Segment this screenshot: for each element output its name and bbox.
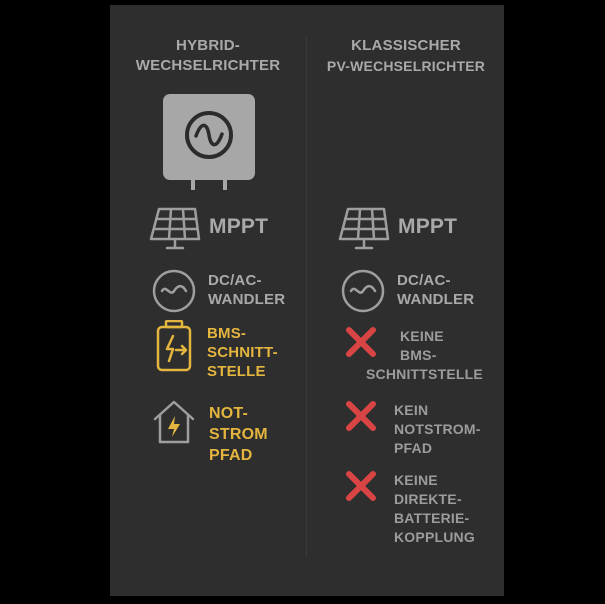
battery-charge-icon [154, 320, 194, 372]
dc-ac-row-classic [340, 268, 474, 314]
sine-wave-icon [151, 268, 197, 314]
dc-ac-label-classic: DC/AC- WANDLER [397, 272, 475, 308]
mppt-row [149, 207, 268, 251]
solar-panel-icon [338, 207, 390, 251]
inverter-icon [163, 94, 255, 190]
no-notstrom-label: KEIN NOTSTROM- PFAD [394, 402, 481, 456]
no-coupling-label: KEINE DIREKTE- BATTERIE- KOPPLUNG [394, 472, 475, 545]
mppt-row-classic [338, 207, 457, 251]
notstrom-row [151, 399, 268, 466]
dc-ac-row [151, 268, 285, 314]
classic-heading: KLASSISCHER PV-WECHSELRICHTER [326, 37, 486, 74]
dc-ac-label: DC/AC- WANDLER [208, 272, 286, 308]
cross-icon [344, 469, 378, 503]
solar-panel-icon [149, 207, 201, 251]
home-power-icon [151, 399, 197, 445]
column-divider [306, 37, 307, 557]
hybrid-heading: HYBRID- WECHSELRICHTER [135, 37, 281, 74]
sine-wave-icon [340, 268, 386, 314]
no-coupling-row [344, 469, 475, 547]
classic-column [308, 5, 504, 596]
cross-icon [344, 399, 378, 433]
bms-row [154, 320, 278, 381]
no-bms-label: KEINE BMS- SCHNITTSTELLE [366, 328, 483, 382]
mppt-label-classic: MPPT [398, 215, 458, 238]
bms-label: BMS- SCHNITT- STELLE [207, 325, 278, 380]
notstrom-label: NOT- STROM PFAD [209, 405, 268, 464]
hybrid-column [110, 5, 306, 596]
no-notstrom-row [344, 399, 481, 458]
mppt-label: MPPT [209, 215, 269, 238]
comparison-panel [110, 5, 504, 596]
